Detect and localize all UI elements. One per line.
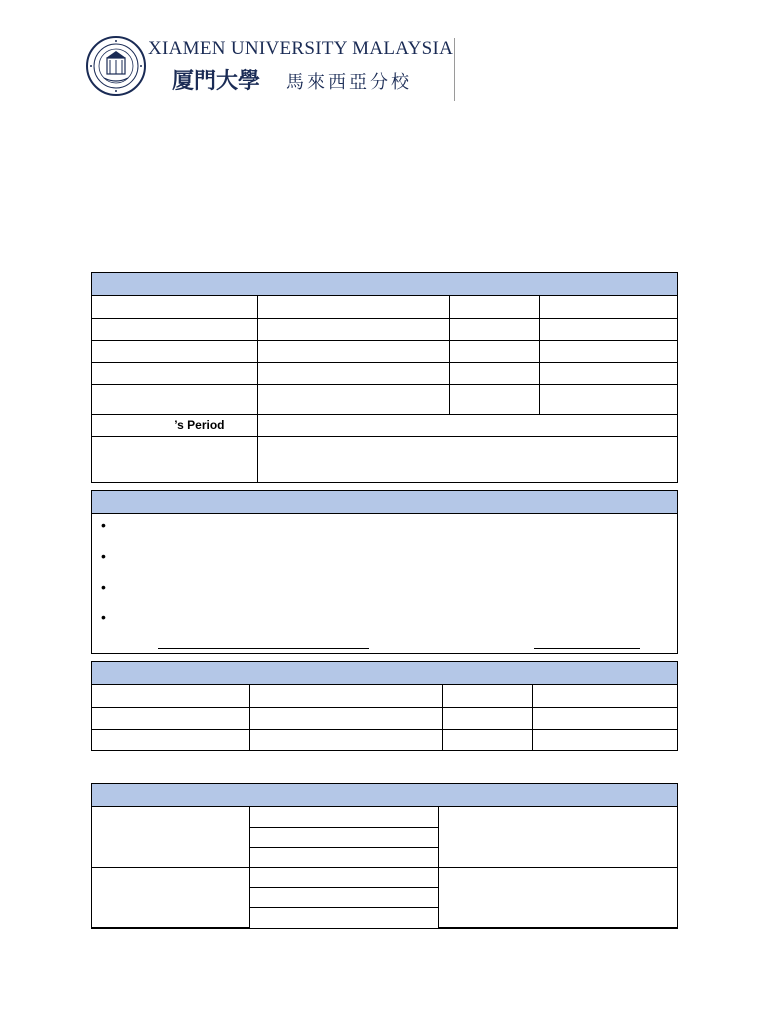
table-cell[interactable] — [249, 707, 442, 729]
table-cell[interactable] — [92, 729, 249, 750]
table-cell[interactable] — [449, 318, 539, 340]
table-cell[interactable] — [539, 384, 677, 414]
table-row — [92, 729, 677, 750]
table-cell[interactable] — [249, 729, 442, 750]
period-value-cell[interactable] — [257, 414, 677, 436]
table-row — [92, 384, 677, 414]
table-cell[interactable] — [257, 318, 449, 340]
table-cell[interactable] — [249, 847, 438, 867]
bullet-point: • — [101, 548, 106, 564]
table-row — [92, 707, 677, 729]
table-cell[interactable] — [257, 340, 449, 362]
table-cell[interactable] — [92, 340, 257, 362]
section-declaration — [91, 490, 678, 654]
campus-name-chinese: 馬來西亞分校 — [286, 72, 412, 93]
university-name-english: XIAMEN UNIVERSITY MALAYSIA — [148, 38, 454, 59]
table-cell[interactable] — [92, 384, 257, 414]
table-cell[interactable] — [257, 362, 449, 384]
bullet-point: • — [101, 517, 106, 533]
section-header — [92, 662, 677, 685]
table-cell[interactable] — [92, 296, 257, 318]
date-line[interactable] — [534, 648, 640, 649]
section-records — [91, 661, 678, 751]
table-cell[interactable] — [438, 867, 677, 927]
header-divider — [454, 38, 455, 101]
table-cell[interactable] — [539, 318, 677, 340]
table-cell[interactable] — [442, 707, 532, 729]
table-cell[interactable] — [92, 867, 249, 927]
signature-line[interactable] — [158, 648, 369, 649]
table-cell[interactable] — [249, 685, 442, 707]
section-approval — [91, 783, 678, 929]
table-row — [92, 414, 677, 436]
table-cell[interactable] — [539, 296, 677, 318]
table-cell[interactable] — [92, 362, 257, 384]
table-row — [92, 340, 677, 362]
table-cell[interactable] — [257, 436, 677, 482]
section-details — [91, 272, 678, 483]
university-name-chinese: 厦門大學 — [172, 68, 261, 94]
table-cell[interactable] — [438, 807, 677, 867]
table-cell[interactable] — [532, 685, 677, 707]
table-cell[interactable] — [92, 685, 249, 707]
table-row — [92, 685, 677, 707]
table-row — [92, 436, 677, 482]
table-row — [92, 296, 677, 318]
table-cell[interactable] — [449, 296, 539, 318]
table-cell[interactable] — [257, 296, 449, 318]
table-cell[interactable] — [249, 907, 438, 927]
table-cell[interactable] — [249, 867, 438, 887]
section-header — [92, 273, 677, 296]
approval-table — [92, 807, 677, 928]
table-cell[interactable] — [449, 340, 539, 362]
table-row — [92, 318, 677, 340]
table-cell[interactable] — [92, 436, 257, 482]
section-header — [92, 784, 677, 807]
section-header — [92, 491, 677, 514]
records-table — [92, 685, 677, 750]
university-seal-logo — [86, 36, 146, 96]
bullet-point: • — [101, 609, 106, 625]
table-cell[interactable] — [92, 707, 249, 729]
table-cell[interactable] — [532, 707, 677, 729]
table-cell[interactable] — [449, 362, 539, 384]
table-cell[interactable] — [249, 887, 438, 907]
table-cell[interactable] — [442, 729, 532, 750]
table-cell[interactable] — [539, 362, 677, 384]
table-row — [92, 807, 677, 827]
table-cell[interactable] — [449, 384, 539, 414]
table-cell[interactable] — [539, 340, 677, 362]
table-cell[interactable] — [92, 318, 257, 340]
table-row — [92, 362, 677, 384]
period-label: ’s Period — [92, 414, 257, 436]
table-cell[interactable] — [249, 827, 438, 847]
table-row — [92, 867, 677, 887]
table-cell[interactable] — [442, 685, 532, 707]
bullet-point: • — [101, 579, 106, 595]
table-cell[interactable] — [92, 807, 249, 867]
details-table — [92, 296, 677, 482]
table-cell[interactable] — [249, 807, 438, 827]
table-cell[interactable] — [257, 384, 449, 414]
table-cell[interactable] — [532, 729, 677, 750]
